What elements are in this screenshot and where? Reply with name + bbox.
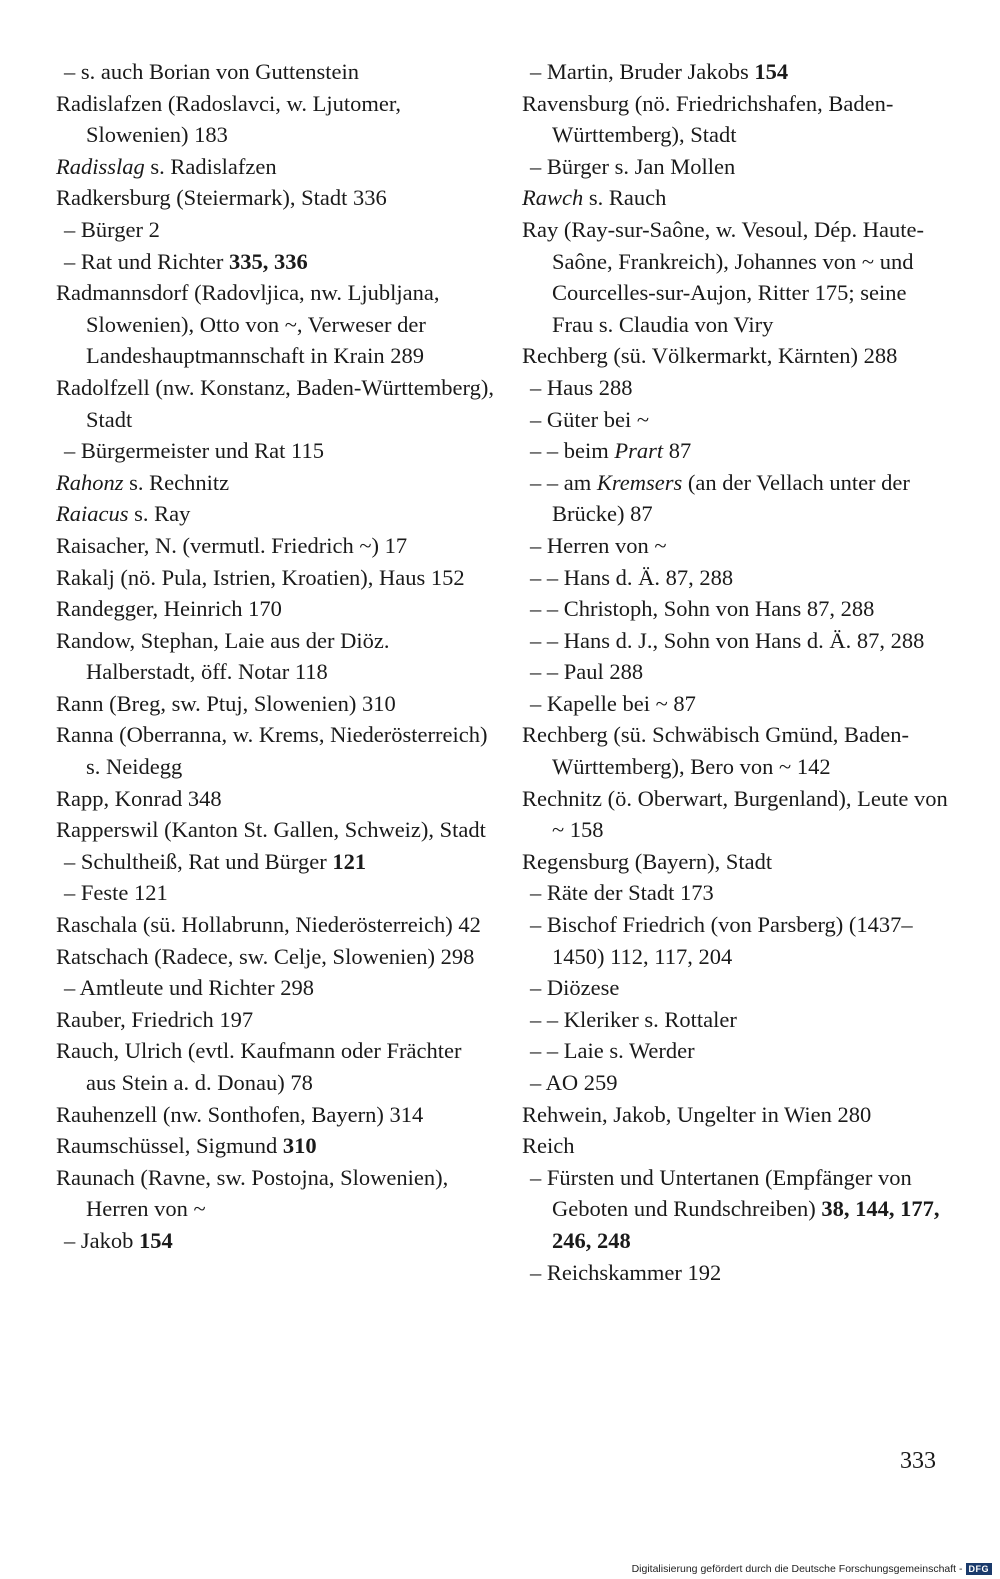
entry-text: Ratschach (Radece, sw. Celje, Slowenien) 298 xyxy=(56,943,475,969)
index-entry xyxy=(56,814,496,846)
index-entry xyxy=(56,1099,496,1131)
index-entry xyxy=(56,1035,496,1098)
footer-text: Digitalisierung gefördert durch die Deutsche Forschungsgemeinschaft - xyxy=(631,1563,963,1575)
index-entry xyxy=(56,88,496,151)
entry-text: Rechnitz (ö. Oberwart, Burgenland), Leute von ~ 158 xyxy=(522,785,948,843)
index-subentry xyxy=(522,593,952,625)
index-entry xyxy=(522,340,952,372)
entry-text: Radolfzell (nw. Konstanz, Baden-Württemberg), Stadt xyxy=(56,374,494,432)
entry-text: – Rat und Richter xyxy=(64,248,229,274)
entry-text: – – beim xyxy=(530,438,615,464)
index-subentry xyxy=(522,372,952,404)
index-subentry xyxy=(522,1257,952,1289)
entry-text: – – Hans d. Ä. 87, 288 xyxy=(530,564,734,590)
index-entry xyxy=(56,688,496,720)
entry-text: Raiacus xyxy=(56,501,129,527)
index-entry xyxy=(522,214,952,340)
index-column-left xyxy=(56,56,496,1257)
entry-text: Radmannsdorf (Radovljica, nw. Ljubljana, Slowenien), Otto von ~, Verweser der Landeshauptmannschaft in Krain 289 xyxy=(56,280,440,369)
index-subentry xyxy=(522,656,952,688)
entry-text: Rawch xyxy=(522,185,584,211)
index-entry xyxy=(56,467,496,499)
entry-text: Rehwein, Jakob, Ungelter in Wien 280 xyxy=(522,1101,872,1127)
index-subentry xyxy=(522,972,952,1004)
index-subentry xyxy=(56,56,496,88)
entry-text: (an der Vellach unter der Brücke) 87 xyxy=(552,469,910,527)
entry-text: Raschala (sü. Hollabrunn, Niederösterreich) 42 xyxy=(56,912,481,938)
entry-text: – Bürgermeister und Rat 115 xyxy=(64,438,324,464)
entry-text: Reich xyxy=(522,1133,575,1159)
entry-text: Radkersburg (Steiermark), Stadt 336 xyxy=(56,185,387,211)
entry-text: – Räte der Stadt 173 xyxy=(530,880,714,906)
index-entry xyxy=(522,88,952,151)
index-entry xyxy=(56,562,496,594)
index-entry xyxy=(522,783,952,846)
entry-text: 38, 144, 177, 246, 248 xyxy=(552,1196,940,1253)
entry-text: – Reichskammer 192 xyxy=(530,1259,722,1285)
entry-text: s. Ray xyxy=(128,501,191,527)
entry-text: 310 xyxy=(282,1133,317,1159)
entry-text: Rakalj (nö. Pula, Istrien, Kroatien), Haus 152 xyxy=(56,564,465,590)
entry-text: Regensburg (Bayern), Stadt xyxy=(522,848,773,874)
index-subentry xyxy=(56,214,496,246)
index-entry xyxy=(56,1162,496,1225)
index-subentry xyxy=(522,625,952,657)
entry-text: Ray (Ray-sur-Saône, w. Vesoul, Dép. Haute-Saône, Frankreich), Johannes von ~ und Courcelles-sur-Aujon, Ritter 175; seine Frau s. Claudia von Viry xyxy=(522,216,924,337)
index-subentry xyxy=(522,435,952,467)
entry-text: s. Rauch xyxy=(583,185,667,211)
index-subentry xyxy=(522,151,952,183)
entry-text: – – Laie s. Werder xyxy=(530,1038,695,1064)
index-entry xyxy=(522,182,952,214)
entry-text: – – am xyxy=(530,469,597,495)
entry-text: – Bürger 2 xyxy=(64,216,160,242)
index-subentry xyxy=(522,562,952,594)
index-subentry xyxy=(56,246,496,278)
entry-text: Raunach (Ravne, sw. Postojna, Slowenien), Herren von ~ xyxy=(56,1164,449,1222)
entry-text: – Fürsten und Untertanen (Empfänger von Geboten und Rundschreiben) xyxy=(530,1164,912,1222)
entry-text: – – Christoph, Sohn von Hans 87, 288 xyxy=(530,596,875,622)
entry-text: – Schultheiß, Rat und Bürger xyxy=(64,848,333,874)
entry-text: – Haus 288 xyxy=(530,374,633,400)
index-entry xyxy=(56,372,496,435)
entry-text: Rechberg (sü. Schwäbisch Gmünd, Baden-Württemberg), Bero von ~ 142 xyxy=(522,722,910,780)
index-entry xyxy=(56,182,496,214)
index-subentry xyxy=(522,688,952,720)
index-entry xyxy=(522,1099,952,1131)
entry-text: Randow, Stephan, Laie aus der Diöz. Halberstadt, öff. Notar 118 xyxy=(56,627,390,685)
entry-text: Rauhenzell (nw. Sonthofen, Bayern) 314 xyxy=(56,1101,424,1127)
dfg-logo: DFG xyxy=(966,1563,993,1575)
entry-text: 87 xyxy=(663,438,692,464)
index-entry xyxy=(56,151,496,183)
entry-text: – s. auch Borian von Guttenstein xyxy=(64,59,359,84)
entry-text: Raumschüssel, Sigmund xyxy=(56,1133,283,1159)
index-subentry xyxy=(56,435,496,467)
entry-text: – Bischof Friedrich (von Parsberg) (1437–1450) 112, 117, 204 xyxy=(530,912,913,969)
entry-text: – Amtleute und Richter 298 xyxy=(64,975,314,1001)
entry-text: – Feste 121 xyxy=(64,880,168,906)
index-subentry xyxy=(522,530,952,562)
index-subentry xyxy=(56,972,496,1004)
entry-text: Prart xyxy=(614,438,664,464)
index-entry xyxy=(56,277,496,372)
entry-text: – Martin, Bruder Jakobs xyxy=(530,59,755,84)
page-number: 333 xyxy=(900,1448,936,1474)
index-subentry xyxy=(522,56,952,88)
entry-text: – Kapelle bei ~ 87 xyxy=(530,690,696,716)
entry-text: Raisacher, N. (vermutl. Friedrich ~) 17 xyxy=(56,532,408,558)
entry-text: Rahonz xyxy=(56,469,124,495)
index-entry xyxy=(522,719,952,782)
index-subentry xyxy=(522,909,952,972)
index-entry xyxy=(522,1130,952,1162)
entry-text: s. Radislafzen xyxy=(144,153,277,179)
entry-text: – Herren von ~ xyxy=(530,532,667,558)
index-subentry xyxy=(56,846,496,878)
index-subentry xyxy=(522,1067,952,1099)
index-column-right xyxy=(522,56,952,1288)
entry-text: – Jakob xyxy=(64,1227,139,1253)
index-subentry xyxy=(522,1035,952,1067)
entry-text: Rauber, Friedrich 197 xyxy=(56,1006,254,1032)
footer-credit xyxy=(632,1563,992,1575)
entry-text: Ranna (Oberranna, w. Krems, Niederösterreich) s. Neidegg xyxy=(56,722,488,780)
entry-text: Rapp, Konrad 348 xyxy=(56,785,222,811)
index-subentry xyxy=(522,877,952,909)
entry-text: – – Paul 288 xyxy=(530,659,644,685)
entry-text: Randegger, Heinrich 170 xyxy=(56,596,282,622)
index-entry xyxy=(56,941,496,973)
index-entry xyxy=(56,783,496,815)
entry-text: – Bürger s. Jan Mollen xyxy=(530,153,736,179)
entry-text: 154 xyxy=(754,59,789,84)
entry-text: Ravensburg (nö. Friedrichshafen, Baden-Württemberg), Stadt xyxy=(522,90,894,148)
index-subentry xyxy=(522,467,952,530)
entry-text: – AO 259 xyxy=(530,1070,618,1095)
entry-text: Rann (Breg, sw. Ptuj, Slowenien) 310 xyxy=(56,690,396,716)
index-entry xyxy=(56,1130,496,1162)
index-entry xyxy=(56,909,496,941)
index-subentry xyxy=(522,404,952,436)
entry-text: 154 xyxy=(139,1227,173,1253)
index-entry xyxy=(522,846,952,878)
entry-text: s. Rechnitz xyxy=(123,469,230,495)
entry-text: 335, 336 xyxy=(228,248,308,274)
index-entry xyxy=(56,530,496,562)
index-entry xyxy=(56,593,496,625)
entry-text: 121 xyxy=(332,848,367,874)
index-entry xyxy=(56,625,496,688)
entry-text: – – Kleriker s. Rottaler xyxy=(530,1006,737,1032)
index-entry xyxy=(56,719,496,782)
entry-text: Kremsers xyxy=(596,469,683,495)
index-entry xyxy=(56,498,496,530)
index-subentry xyxy=(56,877,496,909)
entry-text: Radisslag xyxy=(56,153,145,179)
index-subentry xyxy=(522,1004,952,1036)
index-subentry xyxy=(56,1225,496,1257)
index-entry xyxy=(56,1004,496,1036)
entry-text: – Diözese xyxy=(530,975,620,1001)
entry-text: Rechberg (sü. Völkermarkt, Kärnten) 288 xyxy=(522,343,898,369)
index-subentry xyxy=(522,1162,952,1257)
entry-text: Rapperswil (Kanton St. Gallen, Schweiz), Stadt xyxy=(56,817,486,843)
entry-text: – – Hans d. J., Sohn von Hans d. Ä. 87, 288 xyxy=(530,627,925,653)
entry-text: Radislafzen (Radoslavci, w. Ljutomer, Slowenien) 183 xyxy=(56,90,402,148)
entry-text: Rauch, Ulrich (evtl. Kaufmann oder Frächter aus Stein a. d. Donau) 78 xyxy=(56,1038,462,1095)
entry-text: – Güter bei ~ xyxy=(530,406,650,432)
